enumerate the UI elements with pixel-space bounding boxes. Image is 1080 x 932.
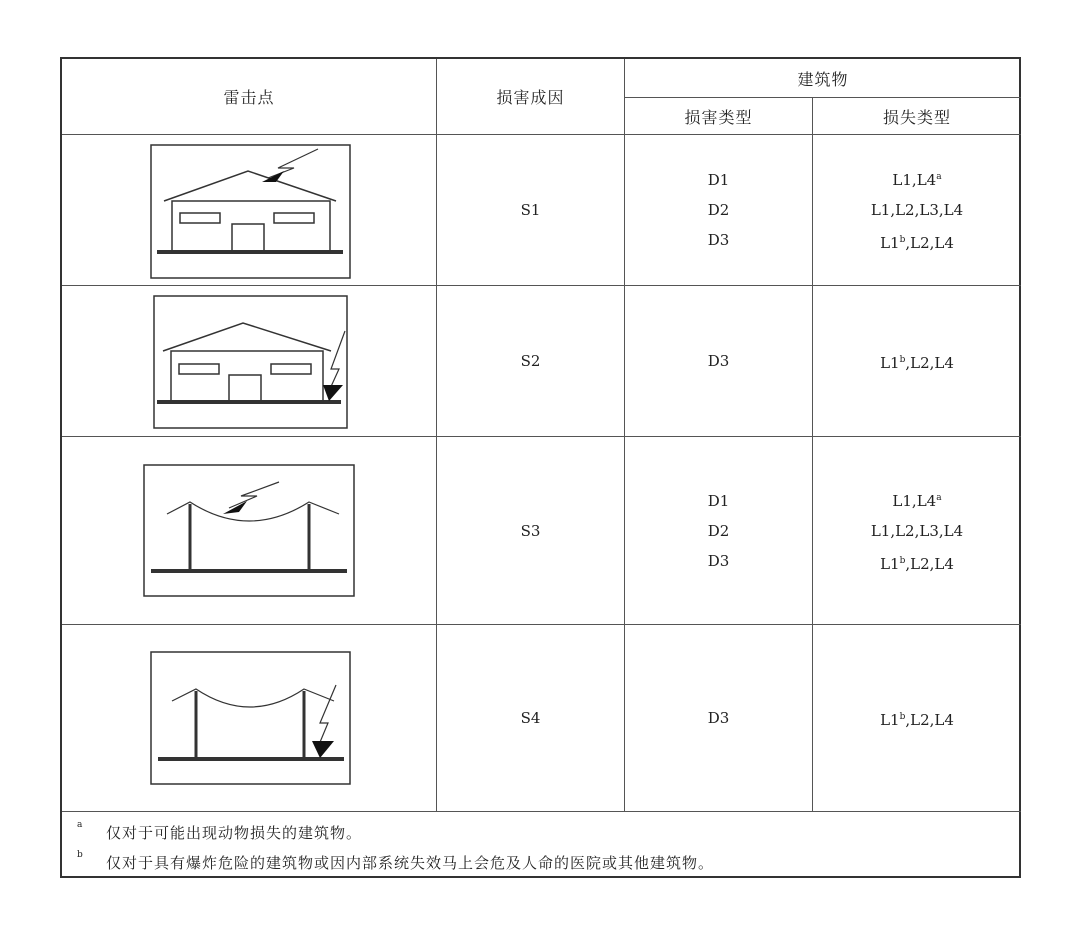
- damage-type-item: D3: [707, 352, 730, 370]
- loss-type-item: L1$^b$,L2,L4: [880, 710, 954, 729]
- loss-type-item: L1,L4$^a$: [892, 491, 942, 510]
- footnote-b: [77, 850, 715, 873]
- footnote-ref: a: [936, 172, 942, 182]
- lightning-ground-near-house-figure: [153, 295, 349, 430]
- footnote-ref: a: [936, 492, 942, 503]
- damage-type-item: D1: [707, 171, 730, 189]
- loss-type-item: L1,L2,L3,L4: [870, 521, 964, 540]
- footnote-a: [77, 820, 363, 843]
- loss-types-s2: [813, 286, 1021, 436]
- footnote-ref: b: [899, 711, 906, 722]
- footnote-ref: b: [899, 235, 906, 245]
- damage-types-s2: [625, 286, 812, 436]
- lightning-roof-strike-figure: [150, 144, 352, 280]
- damage-source-s3: S3: [520, 521, 541, 540]
- loss-types-s4: [813, 625, 1021, 811]
- lightning-damage-table: [60, 57, 1021, 878]
- header-loss-type: 损失类型: [882, 107, 951, 127]
- loss-type-item: L1$^b$,L2,L4: [880, 353, 954, 372]
- loss-type-item: L1,L2,L3,L4: [870, 201, 964, 219]
- damage-types-s3: [625, 437, 812, 624]
- footnote-ref: b: [899, 555, 906, 566]
- loss-type-item: L1$^b$,L2,L4: [880, 554, 954, 573]
- damage-source-s2: S2: [520, 352, 541, 370]
- lightning-ground-near-line-figure: [150, 651, 352, 786]
- damage-type-item: D3: [707, 231, 730, 249]
- footnote-text: 仅对于可能出现动物损失的建筑物。: [106, 824, 363, 842]
- damage-types-s4: [625, 625, 812, 811]
- damage-type-item: D1: [707, 491, 730, 510]
- damage-source-s4: S4: [520, 709, 541, 727]
- header-building: 建筑物: [797, 69, 849, 89]
- lightning-power-line-strike-figure: [143, 464, 356, 598]
- damage-type-item: D3: [707, 551, 730, 570]
- loss-type-item: L1$^b$,L2,L4: [880, 234, 954, 252]
- row-divider: [62, 811, 1021, 812]
- damage-type-item: D2: [707, 521, 730, 540]
- loss-type-item: L1,L4$^a$: [892, 171, 942, 189]
- footnote-mark: b: [77, 850, 84, 860]
- header-damage-cause: 损害成因: [496, 88, 565, 107]
- loss-types-s3: [813, 437, 1021, 624]
- header-damage-type: 损害类型: [684, 107, 753, 127]
- damage-type-item: D2: [707, 201, 730, 219]
- footnote-mark: a: [77, 820, 84, 830]
- footnote-text: 仅对于具有爆炸危险的建筑物或因内部系统失效马上会危及人命的医院或其他建筑物。: [106, 854, 715, 872]
- damage-source-s1: S1: [520, 201, 541, 219]
- loss-types-s1: [813, 135, 1021, 285]
- footnote-ref: b: [899, 354, 906, 365]
- header-strike-point: 雷击点: [223, 88, 275, 107]
- damage-type-item: D3: [707, 709, 730, 727]
- damage-types-s1: [625, 135, 812, 285]
